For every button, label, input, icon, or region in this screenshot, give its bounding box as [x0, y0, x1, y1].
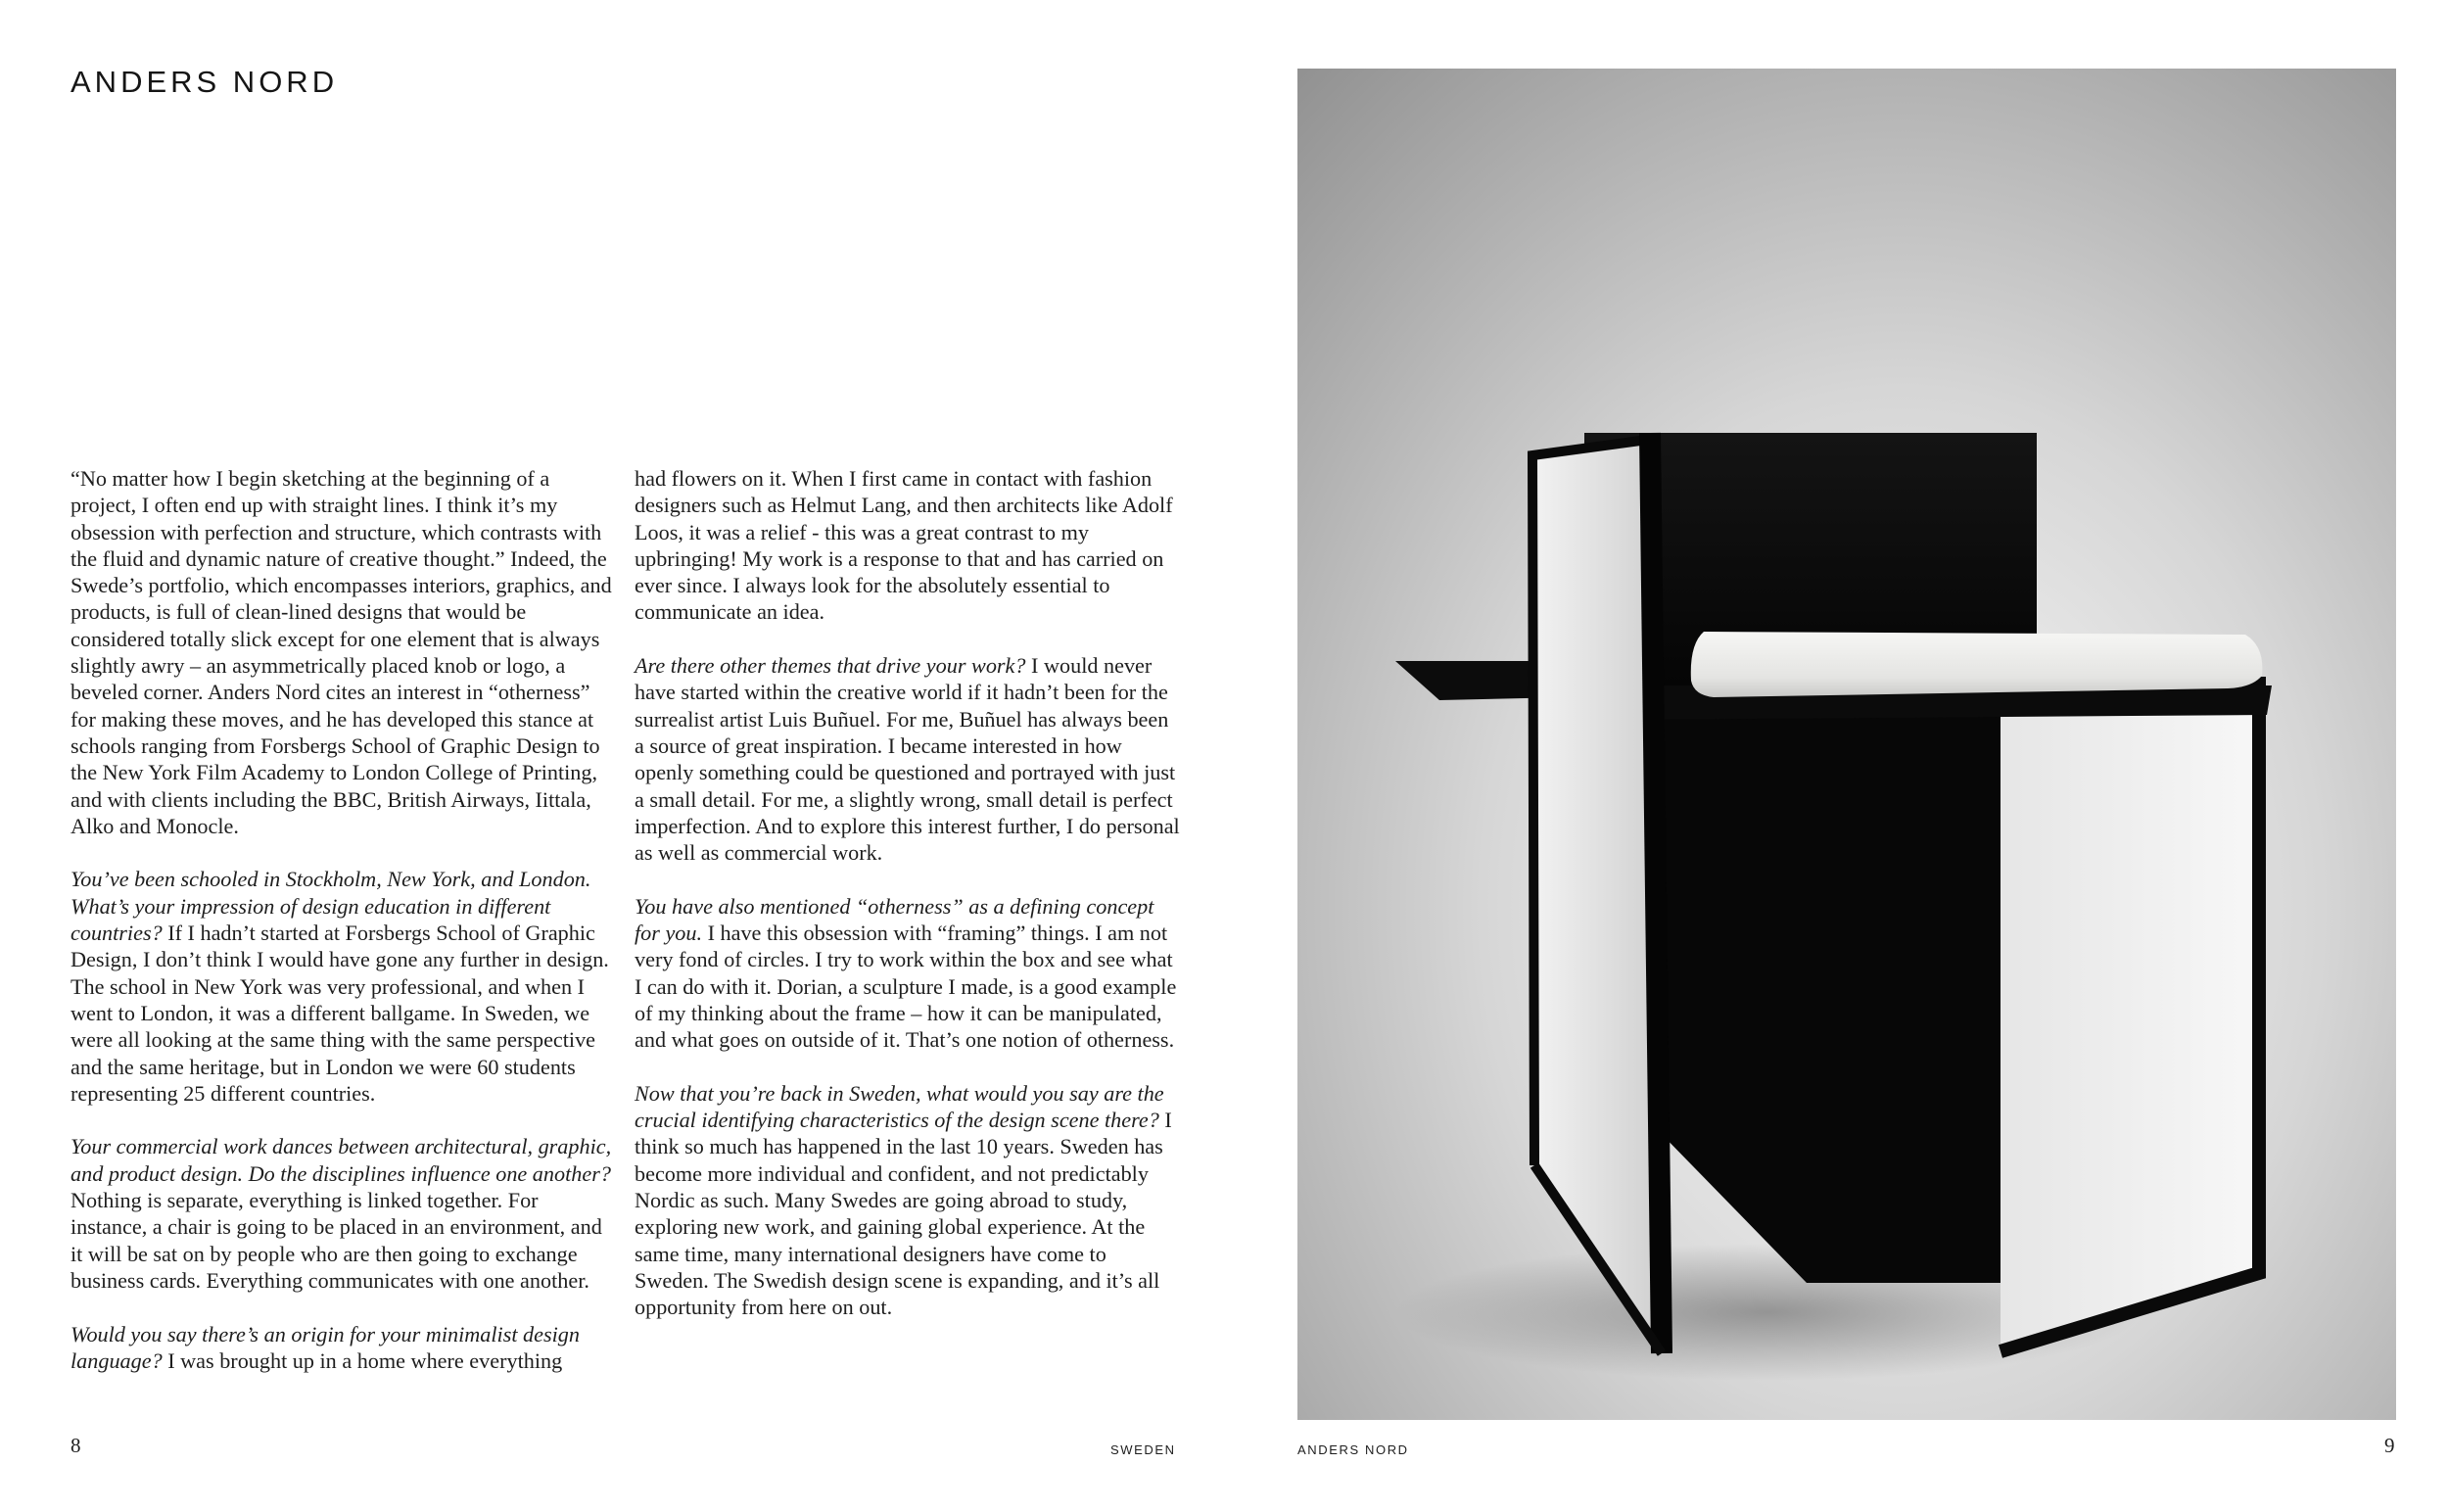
interview-question: Now that you’re back in Sweden, what would you say are the crucial identifying characteristics of the design scene there?: [635, 1080, 1164, 1133]
qa-paragraph: [71, 1321, 619, 1375]
chair-photograph: [1297, 69, 2396, 1420]
interview-question: Would you say there’s an origin for your minimalist design language?: [71, 1321, 580, 1373]
interview-question: You have also mentioned “otherness” as a defining concept for you.: [635, 893, 1154, 946]
chair-right-panel: [2001, 684, 2259, 1351]
page-number-left: 8: [71, 1434, 81, 1457]
chair-illustration: [1297, 69, 2396, 1420]
page-header-title: ANDERS NORD: [71, 65, 339, 99]
interview-answer: If I hadn’t started at Forsbergs School of Graphic Design, I don’t think I would have gone any further in design. The school in New York was very professional, and when I went to London, it was a different ballgame. In Sweden, we were all looking at the same thing with the same perspective and the same heritage, but in London we were 60 students representing 25 different countries.: [71, 921, 609, 1106]
text-column-left: [71, 465, 619, 1374]
running-footer-left: SWEDEN: [1110, 1442, 1176, 1457]
interview-answer: I was brought up in a home where everything: [167, 1347, 563, 1373]
qa-paragraph: [71, 1133, 619, 1294]
chair-cushion: [1691, 632, 2263, 697]
qa-paragraph: [635, 1080, 1183, 1321]
qa-paragraph: [635, 652, 1183, 866]
text-column-middle: [635, 465, 1183, 1321]
interview-answer: I would never have started within the creative world if it hadn’t been for the surrealist artist Luis Buñuel. For me, Buñuel has always been a source of great inspiration. I became interested in how openly something could be questioned and portrayed with just a small detail. For me, a slightly wrong, small detail is perfect imperfection. And to explore this interest further, I do personal as well as commercial work.: [635, 653, 1180, 866]
interview-question: Are there other themes that drive your work?: [635, 653, 1026, 679]
continuation-paragraph: had flowers on it. When I first came in contact with fashion designers such as Helmut Lang, and then architects like Adolf Loos, it was a relief - this was a great contrast to my upbringing! My work is a response to that and has carried on ever since. I always look for the absolutely essential to communicate an idea.: [635, 466, 1173, 625]
page-number-right: 9: [2384, 1434, 2395, 1457]
interview-question: You’ve been schooled in Stockholm, New York, and London. What’s your impression of design education in different countries?: [71, 867, 591, 946]
interview-answer: I think so much has happened in the last 10 years. Sweden has become more individual and confident, and not predictably Nordic as such. Many Swedes are going abroad to study, exploring new work, and gaining global experience. At the same time, many international designers have come to Sweden. The Swedish design scene is expanding, and it’s all opportunity from here on out.: [635, 1108, 1172, 1320]
qa-paragraph: [71, 866, 619, 1107]
interview-answer: Nothing is separate, everything is linked together. For instance, a chair is going to be placed in an environment, and it will be sat on by people who are then going to exchange business cards. Everything communicates with one another.: [71, 1188, 602, 1293]
qa-paragraph: [635, 893, 1183, 1054]
intro-paragraph: “No matter how I begin sketching at the beginning of a project, I often end up with straight lines. I think it’s my obsession with perfection and structure, which contrasts with the fluid and dynamic nature of creative thought.” Indeed, the Swede’s portfolio, which encompasses interiors, graphics, and products, is full of clean-lined designs that would be considered totally slick except for one element that is always slightly awry – an asymmetrically placed knob or logo, a beveled corner. Anders Nord cites an interest in “otherness” for making these moves, and he has developed this stance at schools ranging from Forsbergs School of Graphic Design to the New York Film Academy to London College of Printing, and with clients including the BBC, British Airways, Iittala, Alko and Monocle.: [71, 466, 612, 838]
chair-left-leg: [1650, 433, 1662, 1353]
interview-answer: I have this obsession with “framing” things. I am not very fond of circles. I try to work within the box and see what I can do with it. Dorian, a sculpture I made, is a good example of my thinking about the frame – how it can be manipulated, and what goes on outside of it. That’s one notion of otherness.: [635, 921, 1177, 1053]
interview-question: Your commercial work dances between architectural, graphic, and product design. Do the disciplines influence one another?: [71, 1134, 612, 1186]
running-footer-right: ANDERS NORD: [1297, 1442, 1409, 1457]
